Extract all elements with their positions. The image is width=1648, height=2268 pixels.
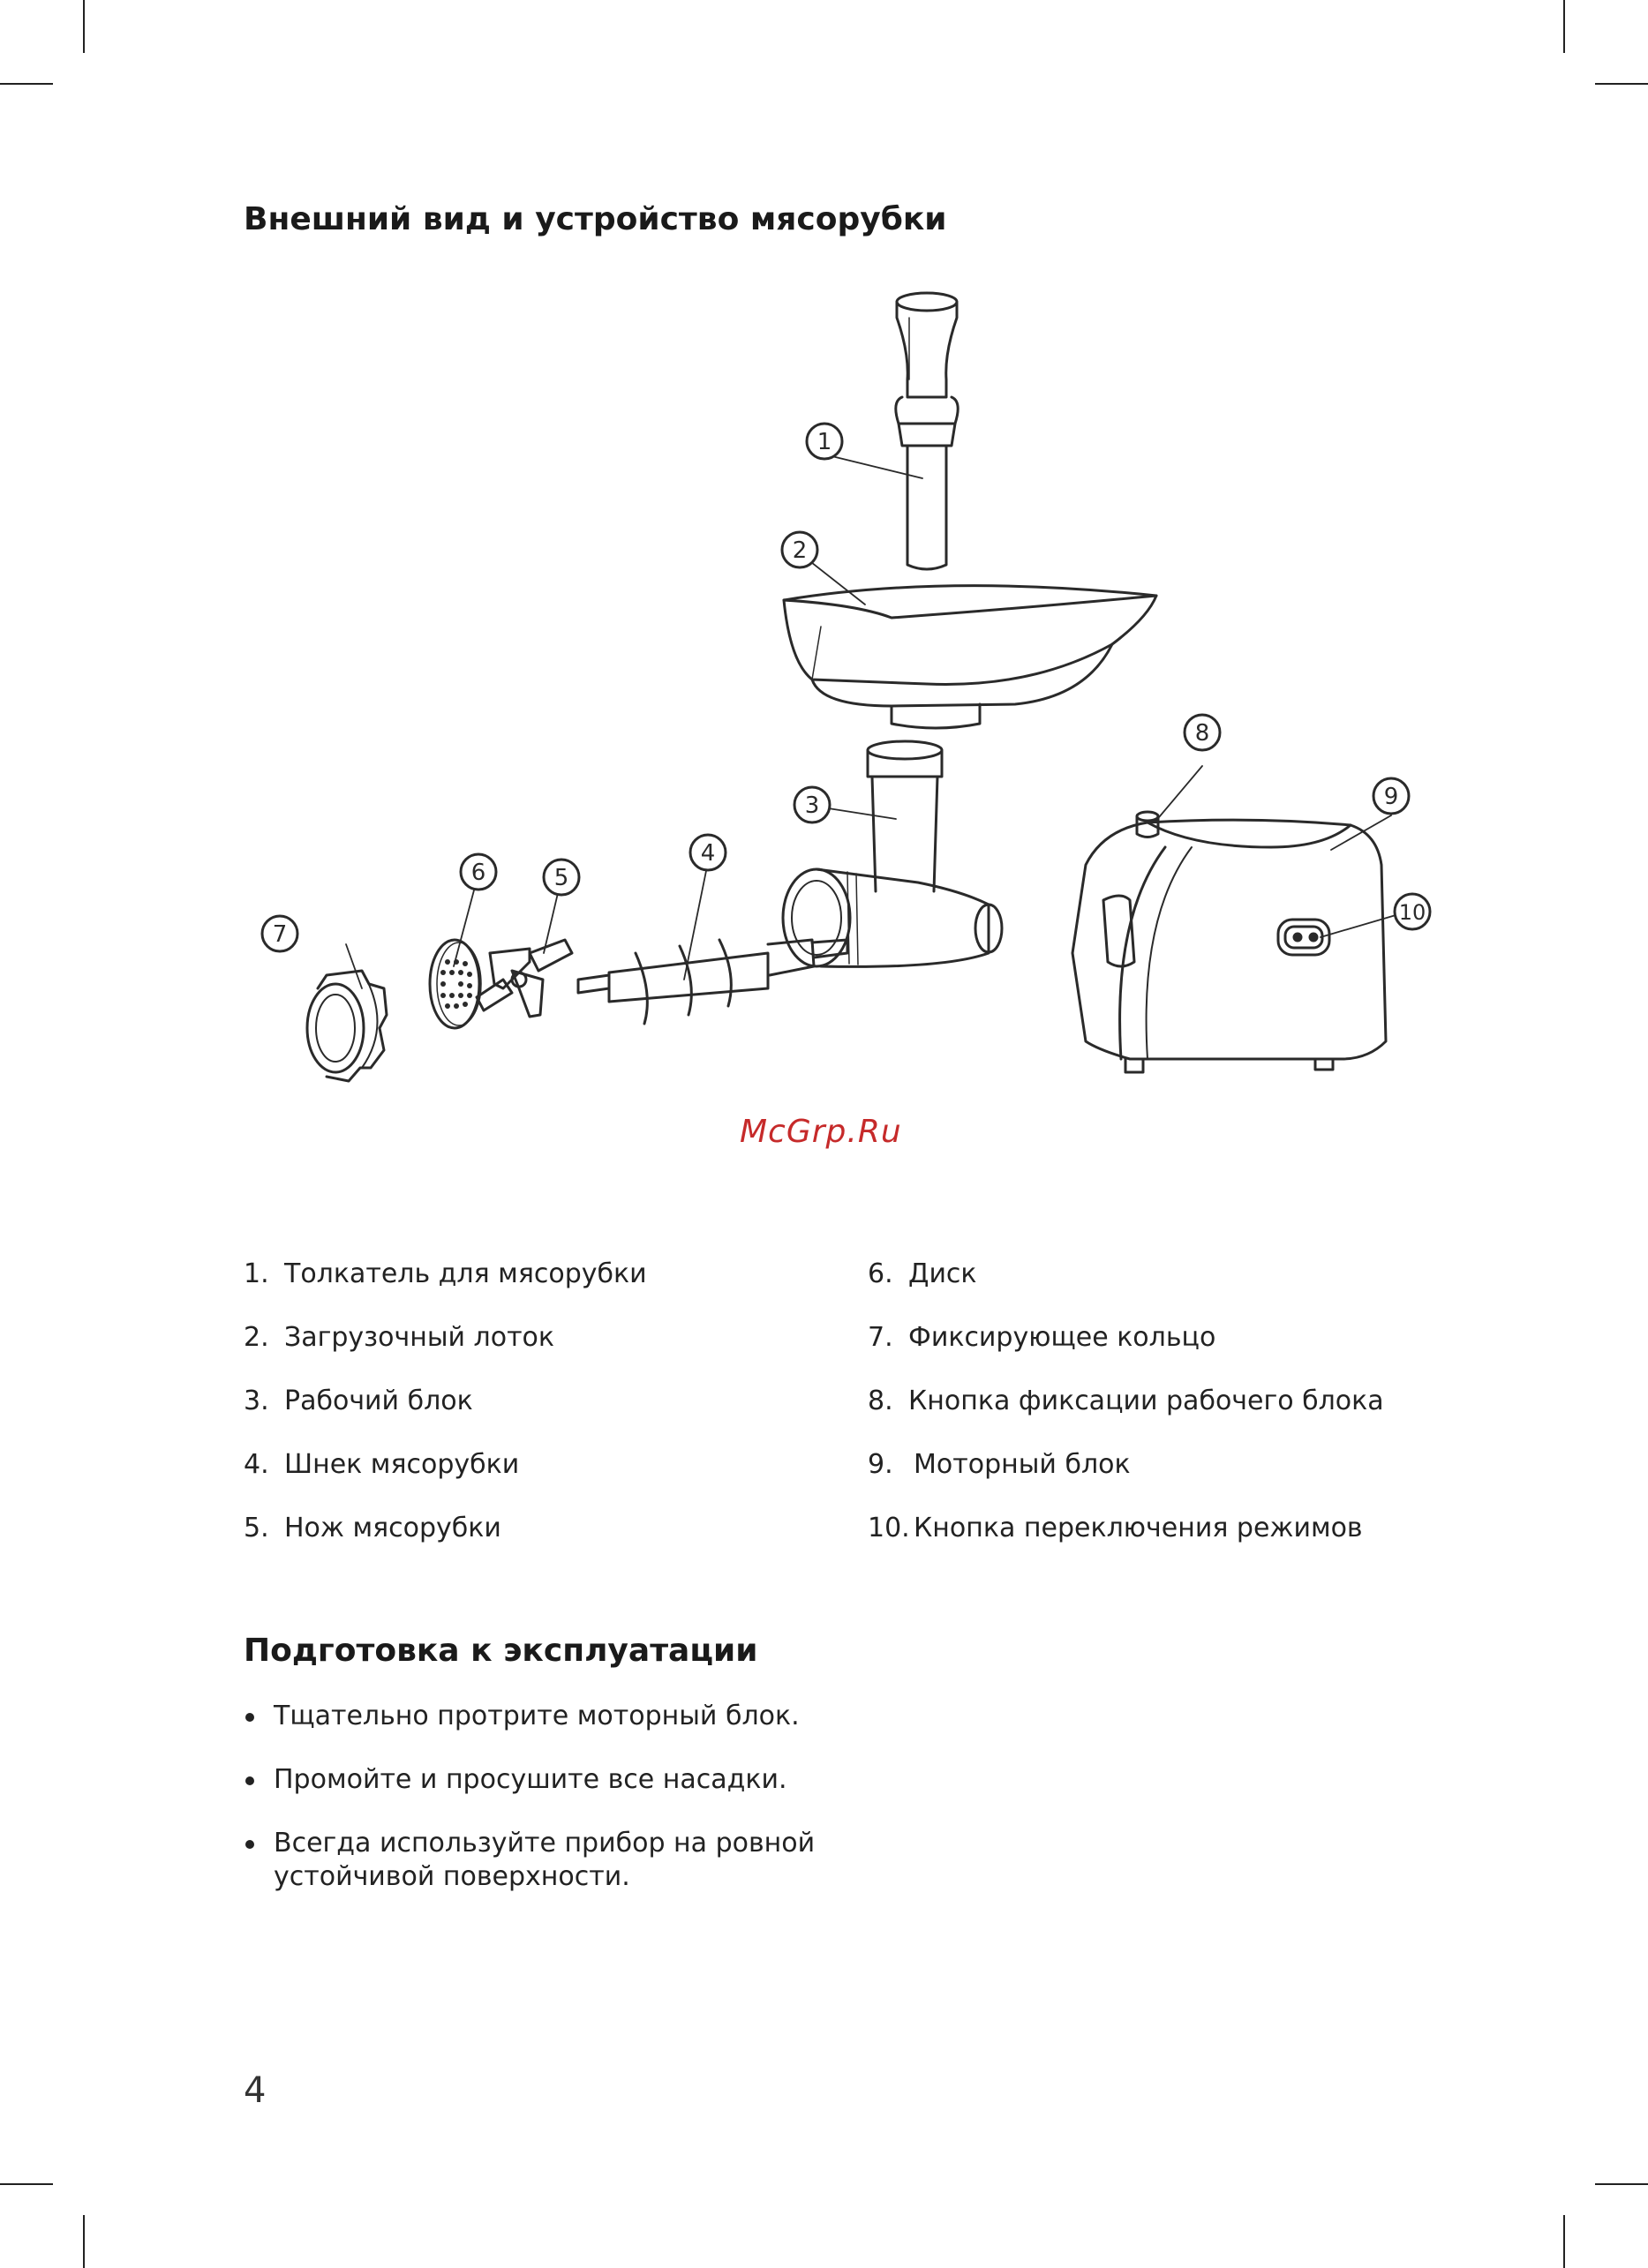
item-number: 1. (244, 1258, 269, 1289)
callout-5 (544, 860, 579, 895)
crop-mark (0, 83, 53, 85)
crop-mark (0, 2183, 53, 2185)
callout-3 (794, 787, 830, 822)
meat-grinder-diagram (238, 282, 1439, 1147)
leader-lines (346, 451, 1402, 988)
item-label: Моторный блок (914, 1449, 1131, 1480)
list-item (868, 1507, 1384, 1571)
item-label: Фиксирующее кольцо (908, 1322, 1216, 1353)
tray-illustration (784, 586, 1156, 728)
watermark: McGrp.Ru (740, 1114, 902, 1150)
list-item (244, 1444, 647, 1507)
callout-4 (690, 835, 726, 870)
bullet-icon (245, 1713, 254, 1722)
item-label: Шнек мясорубки (284, 1449, 520, 1480)
list-item (868, 1253, 1384, 1317)
item-number: 9. (868, 1449, 893, 1480)
callout-label: 8 (1194, 720, 1210, 747)
item-number: 6. (868, 1258, 893, 1289)
item-label: Рабочий блок (284, 1386, 473, 1416)
crop-mark (1595, 83, 1648, 85)
bullet-icon (245, 1840, 254, 1849)
list-item (868, 1317, 1384, 1380)
callout-10 (1395, 894, 1430, 929)
callout-1 (807, 424, 842, 459)
parts-list-left (244, 1253, 647, 1571)
page-title: Внешний вид и устройство мясорубки (244, 201, 947, 237)
list-item (244, 1317, 647, 1380)
crop-mark (1595, 2183, 1648, 2185)
item-label: Толкатель для мясорубки (284, 1258, 647, 1289)
knife-illustration (477, 940, 572, 1017)
item-number: 5. (244, 1513, 269, 1543)
callout-label: 10 (1398, 900, 1426, 925)
item-label: Кнопка переключения режимов (914, 1513, 1363, 1543)
crop-mark (1563, 2215, 1565, 2268)
parts-list-right (868, 1253, 1384, 1571)
item-label: Кнопка фиксации рабочего блока (908, 1386, 1384, 1416)
page-number: 4 (244, 2070, 267, 2111)
bullet-text: Всегда используйте прибор на ровной устойчивой поверхности. (274, 1828, 816, 1892)
working-block-illustration (783, 741, 1002, 966)
callout-9 (1373, 778, 1409, 814)
callout-label: 6 (470, 860, 486, 886)
callout-label: 4 (700, 840, 716, 867)
list-item (244, 1763, 879, 1797)
list-item (244, 1507, 647, 1571)
disc-illustration (430, 940, 481, 1028)
locking-ring-illustration (307, 971, 387, 1081)
preparation-list (244, 1700, 879, 1924)
callout-label: 3 (804, 792, 820, 819)
callout-label: 9 (1383, 784, 1399, 810)
list-item (868, 1444, 1384, 1507)
callout-7 (262, 916, 297, 951)
section-title: Подготовка к эксплуатации (244, 1633, 758, 1669)
pusher-illustration (896, 293, 958, 569)
bullet-icon (245, 1776, 254, 1785)
callout-label: 1 (816, 429, 832, 455)
item-number: 4. (244, 1449, 269, 1480)
list-item (244, 1253, 647, 1317)
motor-block-illustration (1072, 820, 1386, 1072)
item-number: 3. (244, 1386, 269, 1416)
item-label: Диск (908, 1258, 977, 1289)
item-number: 2. (244, 1322, 269, 1353)
item-label: Нож мясорубки (284, 1513, 501, 1543)
item-number: 8. (868, 1386, 893, 1416)
callout-label: 7 (272, 921, 288, 948)
list-item (244, 1700, 879, 1733)
list-item (868, 1380, 1384, 1444)
item-number: 10. (868, 1513, 910, 1543)
item-label: Загрузочный лоток (284, 1322, 555, 1353)
list-item (244, 1827, 839, 1894)
callout-label: 5 (553, 865, 569, 891)
list-item (244, 1380, 647, 1444)
callout-2 (782, 532, 817, 567)
item-number: 7. (868, 1322, 893, 1353)
crop-mark (1563, 0, 1565, 53)
crop-mark (83, 0, 85, 53)
callout-8 (1185, 715, 1220, 750)
callout-label: 2 (792, 537, 808, 564)
crop-mark (83, 2215, 85, 2268)
callout-6 (461, 854, 496, 890)
bullet-text: Тщательно протрите моторный блок. (274, 1701, 800, 1731)
bullet-text: Промойте и просушите все насадки. (274, 1764, 787, 1795)
